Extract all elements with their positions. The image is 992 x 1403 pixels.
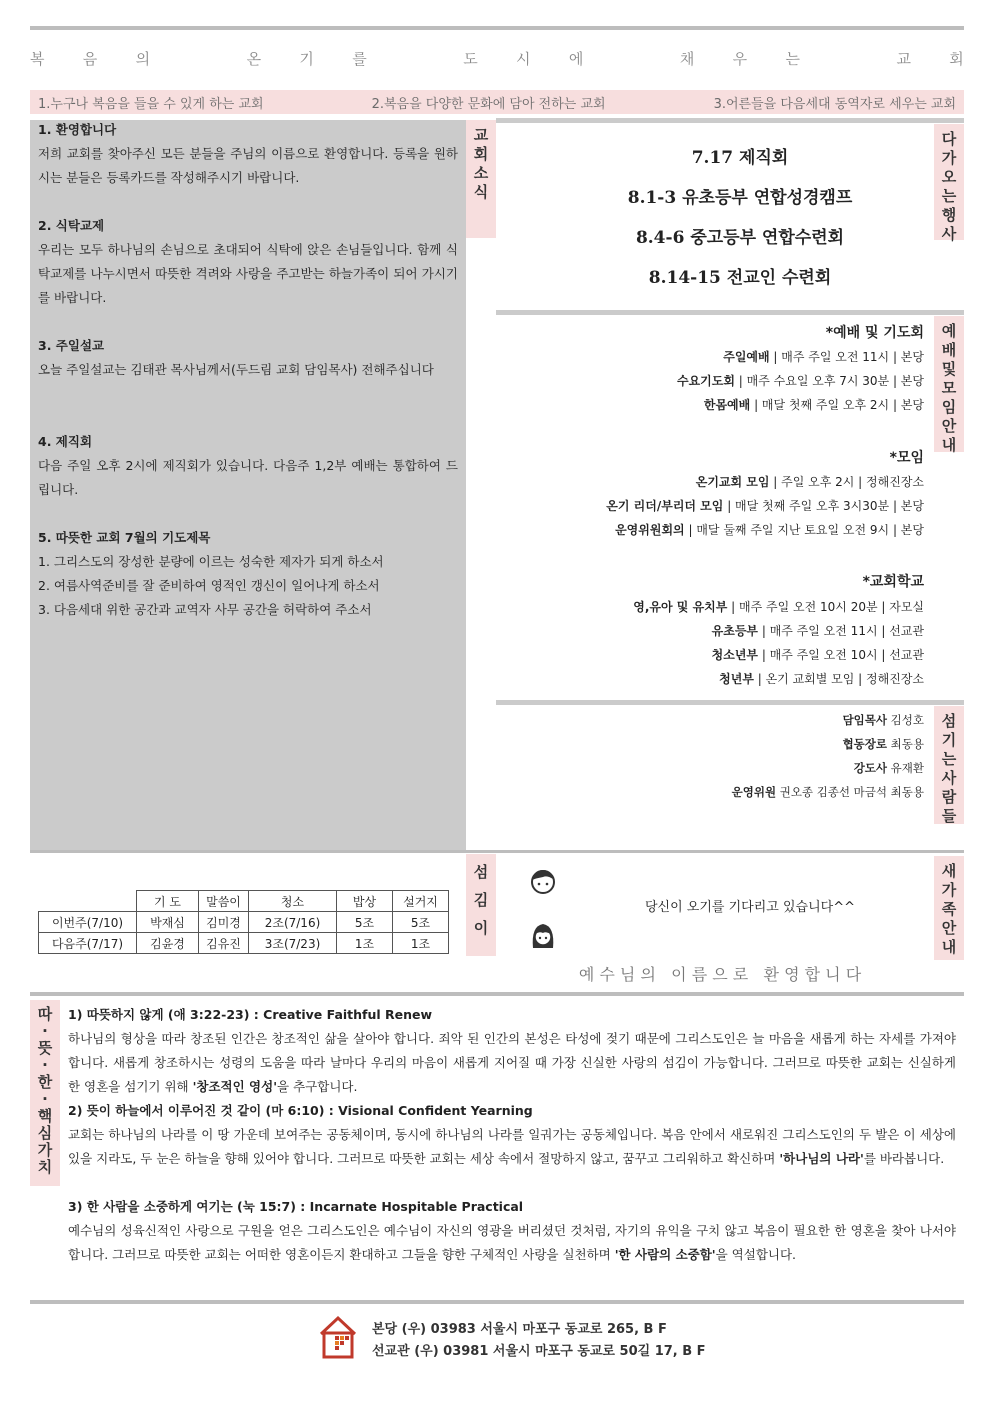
- prayer-title: 5. 따뜻한 교회 7월의 기도제목: [38, 530, 211, 545]
- top-rule: [30, 26, 964, 30]
- motto-char: 는: [785, 50, 800, 68]
- core-value-title: 2) 뜻이 하늘에서 이루어진 것 같이 (마 6:10) : Visional Confident Yearning: [68, 1103, 533, 1118]
- prayer-list: [38, 526, 458, 622]
- address-mission: 선교관 (우) 03981 서울시 마포구 동교로 50길 17, B F: [372, 1344, 706, 1359]
- motto-char: 시: [516, 50, 531, 68]
- church-logo-icon: [318, 1314, 358, 1360]
- worship-row: 청년부 | 온기 교회별 모임 | 정해진장소: [719, 672, 924, 686]
- motto-char: 복: [30, 50, 45, 68]
- worship-row: 주일예배 | 매주 주일 오전 11시 | 본당: [723, 350, 924, 364]
- motto-char: 를: [352, 50, 367, 68]
- divider: [496, 700, 964, 705]
- divider: [496, 310, 964, 315]
- welcome-banner: 예 수 님 의 이 름 으 로 환 영 합 니 다: [578, 965, 862, 984]
- divider: [496, 118, 964, 123]
- news-body: 저희 교회를 찾아주신 모든 분들을 주님의 이름으로 환영합니다. 등록을 원하시는 분들은 등록카드를 작성해주시기 바랍니다.: [38, 146, 458, 185]
- worship-section-title: *예배 및 기도회: [825, 325, 924, 341]
- core-value: [68, 1099, 956, 1171]
- worship-row: 청소년부 | 매주 주일 오전 10시 | 선교관: [711, 648, 924, 662]
- news-title: 2. 식탁교제: [38, 218, 105, 233]
- duty-table: [38, 890, 449, 954]
- event-item: 8.14-15 전교인 수련회: [648, 268, 832, 288]
- event-item: 7.17 제직회: [691, 148, 789, 168]
- section-rule: [30, 850, 964, 853]
- tab-worship-guide: 예 배 및 모 임 안 내: [934, 316, 964, 452]
- worship-row: 유초등부 | 매주 주일 오전 11시 | 선교관: [711, 624, 924, 638]
- news-item: [38, 334, 458, 382]
- servant-row: 담임목사 김성호: [842, 713, 924, 727]
- motto-char: 에: [568, 50, 584, 68]
- worship-section-title: *모임: [889, 450, 924, 466]
- worship-row: 온기교회 모임 | 주일 오후 2시 | 정해진장소: [695, 475, 924, 489]
- core-value: [68, 1195, 956, 1267]
- prayer-item: 2. 여름사역준비를 잘 준비하여 영적인 갱신이 일어나게 하소서: [38, 578, 380, 593]
- news-body: 우리는 모두 하나님의 손님으로 초대되어 식탁에 앉은 손님들입니다. 함께 식탁교제를 나누시면서 따뜻한 격려와 사랑을 주고받는 하늘가족이 되어 가시기를 바랍니다.: [38, 242, 458, 305]
- girl-face-icon: [528, 920, 558, 950]
- news-title: 1. 환영합니다: [38, 122, 117, 137]
- motto-char: 음: [82, 50, 98, 68]
- motto-char: 온: [246, 50, 262, 68]
- worship-row: 영,유아 및 유치부 | 매주 주일 오전 10시 20분 | 자모실: [633, 600, 924, 614]
- news-body: 다음 주일 오후 2시에 제직회가 있습니다. 다음주 1,2부 예배는 통합하여 드립니다.: [38, 458, 458, 497]
- prayer-item: 1. 그리스도의 장성한 분량에 이르는 성숙한 제자가 되게 하소서: [38, 554, 384, 569]
- prayer-item: 3. 다음세대 위한 공간과 교역자 사무 공간을 허락하여 주소서: [38, 602, 372, 617]
- event-item: 8.4-6 중고등부 연합수련회: [635, 228, 845, 248]
- table-header: 기 도 말씀이 청소 밥상 설거지: [39, 891, 449, 912]
- worship-row: 한몸예배 | 매달 첫째 주일 오후 2시 | 본당: [703, 398, 924, 412]
- news-title: 3. 주일설교: [38, 338, 105, 353]
- worship-row: 운영위원회의 | 매달 둘째 주일 지난 토요일 오전 9시 | 본당: [615, 523, 924, 537]
- tab-church-news: 교 회 소 식: [466, 120, 496, 238]
- servant-row: 운영위원 권오종 김종선 마금석 최동용: [731, 785, 924, 799]
- motto-char: 교: [896, 50, 911, 68]
- worship-row: 온기 리더/부리더 모임 | 매달 첫째 주일 오후 3시30분 | 본당: [606, 499, 924, 513]
- address-main: 본당 (우) 03983 서울시 마포구 동교로 265, B F: [372, 1322, 667, 1337]
- core-value-body: 교회는 하나님의 나라를 이 땅 가운데 보여주는 공동체이며, 동시에 하나님의 나라를 일궈가는 공동체입니다. 복음 안에서 새로워진 그리스도인의 두 발은 이 세상에 있을 지라도, 두 눈은 하늘을 향해 있어야 합니다. 그러므로 따뜻한 교회는 세상 속에서 절망하지 않고, 꿈꾸고 그리워하고 확신하며 '하나님의 나라'를 바라봅니다.: [68, 1127, 956, 1166]
- church-motto: [30, 48, 964, 70]
- tab-serving: 섬 김 이: [466, 854, 496, 956]
- news-title: 4. 제직회: [38, 434, 93, 449]
- tab-upcoming-events: 다 가 오 는 행 사: [934, 124, 964, 240]
- worship-row: 수요기도회 | 매주 수요일 오후 7시 30분 | 본당: [677, 374, 924, 388]
- tab-new-family: 새 가 족 안 내: [934, 856, 964, 960]
- motto-char: 채: [679, 50, 695, 68]
- motto-char: 우: [732, 50, 748, 68]
- goal-item: 3.어른들을 다음세대 동역자로 세우는 교회: [713, 96, 956, 112]
- news-item: [38, 430, 458, 502]
- event-item: 8.1-3 유초등부 연합성경캠프: [627, 188, 853, 208]
- news-body: 오늘 주일설교는 김태관 목사님께서(두드림 교회 담임목사) 전해주십니다: [38, 362, 434, 377]
- motto-char: 도: [463, 50, 478, 68]
- core-value-body: 예수님의 성육신적인 사랑으로 구원을 얻은 그리스도인은 예수님이 자신의 영광을 버리셨던 것처럼, 자기의 유익을 구치 않고 복음이 필요한 한 영혼을 찾아 나서야 합니다. 그러므로 따뜻한 교회는 어떠한 영혼이든지 환대하고 그들을 향한 구체적인 사랑을 실천하며 '한 사람의 소중함'을 역설합니다.: [68, 1223, 956, 1262]
- servant-row: 협동장로 최동용: [842, 737, 924, 751]
- newfamily-message: 당신이 오기를 기다리고 있습니다^^: [645, 900, 855, 915]
- table-row: 다음주(7/17) 김윤경 김유진 3조(7/23) 1조 1조: [39, 933, 449, 954]
- goal-item: 2.복음을 다양한 문화에 담아 전하는 교회: [371, 96, 606, 112]
- servant-row: 강도사 유재환: [853, 761, 924, 775]
- footer-rule: [30, 1300, 964, 1304]
- motto-char: 의: [135, 50, 151, 68]
- boy-face-icon: [528, 866, 558, 896]
- tab-core-values: 따 · 뜻 · 한 · 핵 심 가 치: [30, 1000, 60, 1186]
- motto-char: 회: [949, 50, 964, 68]
- news-item: [38, 214, 458, 310]
- core-value-body: 하나님의 형상을 따라 창조된 인간은 창조적인 삶을 살아야 합니다. 죄악 된 인간의 본성은 타성에 젖기 때문에 그리스도인은 늘 마음을 새롭게 하는 자세를 가져야합니다. 새롭게 창조하시는 성령의 도움을 따라 날마다 우리의 마음이 새롭게 지어질 때 가장 신실한 사랑의 섬김이 가능합니다. 그러므로 따뜻한 교회는 신실하게 한 영혼을 섬기기 위해 '창조적인 영성'을 추구합니다.: [68, 1031, 957, 1094]
- tab-servants: 섬 기 는 사 람 들: [934, 706, 964, 824]
- table-row: 이번주(7/10) 박재심 김미경 2조(7/16) 5조 5조: [39, 912, 449, 933]
- core-value: [68, 1003, 956, 1099]
- motto-char: 기: [299, 50, 314, 68]
- core-value-title: 3) 한 사람을 소중하게 여기는 (눅 15:7) : Incarnate Hospitable Practical: [68, 1199, 524, 1214]
- core-value-title: 1) 따뜻하지 않게 (애 3:22-23) : Creative Faithful Renew: [68, 1007, 433, 1022]
- goal-item: 1.누구나 복음을 들을 수 있게 하는 교회: [38, 96, 264, 112]
- section-rule: [30, 992, 964, 996]
- worship-section-title: *교회학교: [862, 574, 924, 590]
- news-item: [38, 118, 458, 190]
- church-goals: [30, 90, 964, 114]
